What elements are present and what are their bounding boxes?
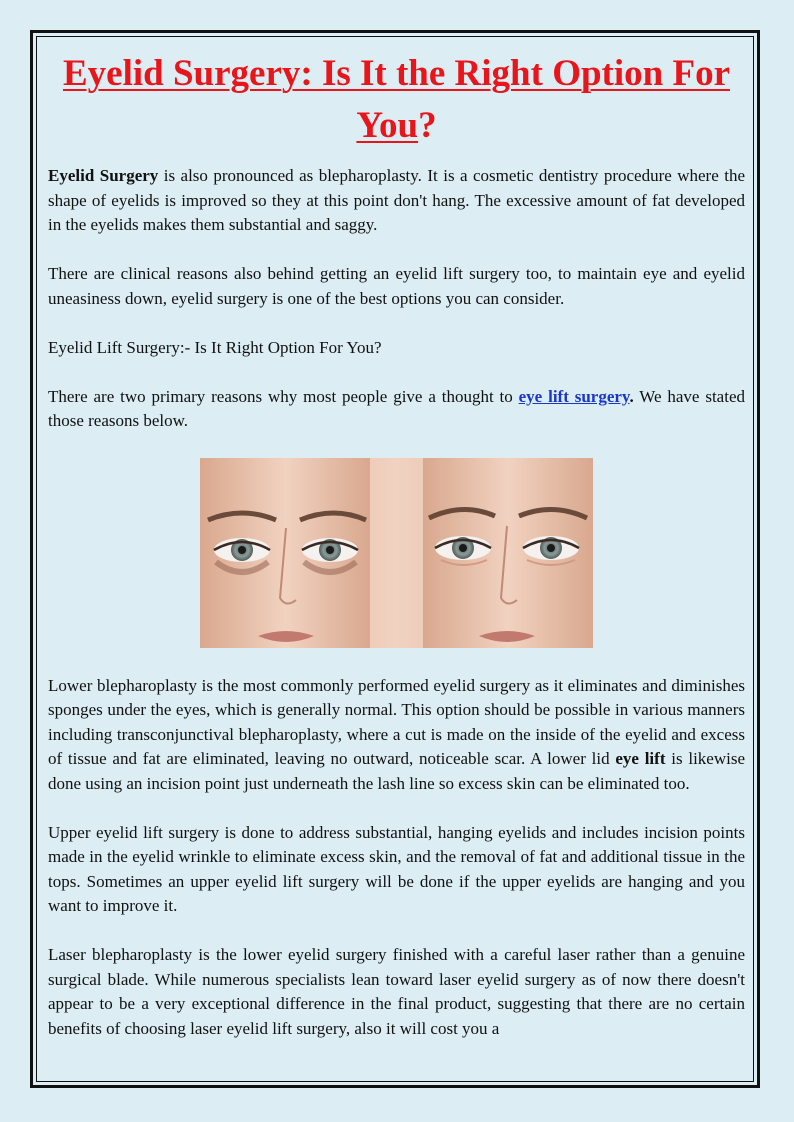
paragraph-upper-eyelid: Upper eyelid lift surgery is done to address substantial, hanging eyelids and includes incision points made in the eyelid wrinkle to eliminate excess skin, and the removal of fat and additional tissue in the tops. Sometimes an upper eyelid lift surgery will be done if the upper eyelids are hanging and you want to improve it. (48, 822, 745, 915)
reasons-text-after: We have stated those reasons below. (48, 386, 745, 430)
title-punct: ? (418, 105, 437, 146)
eye-lift-surgery-link[interactable]: eye lift surgery (518, 386, 630, 406)
paragraph-clinical: There are clinical reasons also behind getting an eyelid lift surgery too, to maintain eye and eyelid uneasiness down, eyelid surgery is one of the best options you can consider. (48, 264, 745, 308)
reasons-text-before: There are two primary reasons why most people give a thought to (48, 386, 519, 406)
paragraph-intro (48, 164, 745, 238)
intro-text: is also pronounced as blepharoplasty. It is a cosmetic dentistry procedure where the shape of eyelids is improved so they at this point don't hang. The excessive amount of fat developed in the eyelids makes them substantial and saggy. (48, 166, 745, 234)
paragraph-lower-blepharoplasty (48, 674, 745, 797)
lower-text-after: is likewise done using an incision point just underneath the lash line so excess skin can be eliminated too. (48, 749, 745, 793)
lower-bold-term: eye lift (615, 749, 666, 768)
paragraph-laser-blepharoplasty: Laser blepharoplasty is the lower eyelid surgery finished with a careful laser rather than a genuine surgical blade. While numerous specialists lean toward laser eyelid surgery as of now there doesn't appear to be a very exceptional difference in the final product, suggesting that there are no certain benefits of choosing laser eyelid lift surgery, also it will cost you a (48, 945, 745, 1038)
before-after-faces-image (200, 458, 593, 648)
faces-illustration (200, 458, 593, 648)
title-main: Eyelid Surgery: Is It the Right Option For (62, 53, 731, 94)
lower-text-before: Lower blepharoplasty is the most commonly performed eyelid surgery as it eliminates and diminishes sponges under the eyes, which is generally normal. This option should be possible in various manners including transconjunctival blepharoplasty, where a cut is made on the inside of the eyelid and excess of tissue and fat are eliminated, leaving no outward, noticeable scar. A lower lid (48, 675, 745, 768)
paragraph-subheading: Eyelid Lift Surgery:- Is It Right Option For You? (48, 337, 382, 357)
left-face (200, 458, 370, 648)
paragraph-reasons (48, 385, 745, 434)
document-title (48, 48, 745, 152)
intro-bold-term: Eyelid Surgery (48, 166, 159, 185)
title-last-word: You (356, 105, 419, 146)
document-body (48, 48, 745, 1041)
reasons-period: . (629, 386, 634, 406)
right-face (423, 458, 593, 648)
